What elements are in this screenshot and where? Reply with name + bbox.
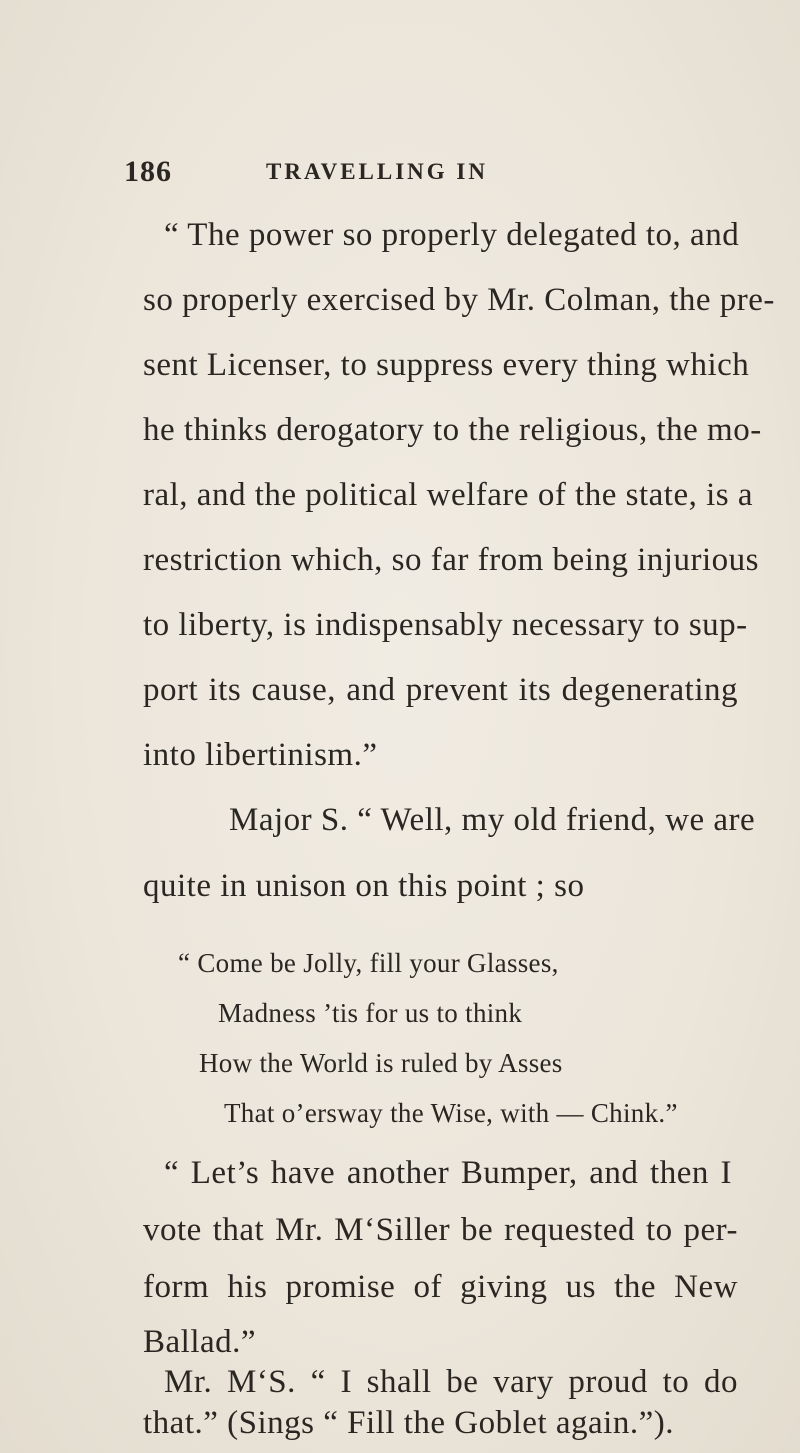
- page-number: 186: [124, 155, 172, 188]
- text-line: that.” (Sings “ Fill the Goblet again.”).: [143, 1405, 674, 1441]
- text-line: “ Let’s have another Bumper, and then I: [164, 1155, 732, 1191]
- text-line: quite in unison on this point ; so: [143, 868, 585, 904]
- text-line: to liberty, is indispensably necessary to sup-: [143, 607, 748, 643]
- text-line: vote that Mr. M‘Siller be requested to per-: [143, 1212, 738, 1248]
- text-line: “ The power so properly delegated to, and: [164, 217, 740, 253]
- text-line: so properly exercised by Mr. Colman, the pre-: [143, 282, 775, 318]
- verse-line: “ Come be Jolly, fill your Glasses,: [178, 948, 559, 978]
- text-line: Mr. M‘S. “ I shall be vary proud to do: [164, 1364, 738, 1400]
- text-line: he thinks derogatory to the religious, the mo-: [143, 412, 762, 448]
- text-line: form his promise of giving us the New: [143, 1269, 738, 1305]
- text-line: Ballad.”: [143, 1324, 257, 1360]
- text-line: ral, and the political welfare of the state, is a: [143, 477, 754, 513]
- running-head: TRAVELLING IN: [266, 159, 488, 184]
- page-header: [124, 155, 684, 195]
- text-line: Major S. “ Well, my old friend, we are: [229, 802, 756, 838]
- verse-line: Madness ’tis for us to think: [218, 998, 523, 1028]
- verse-line: How the World is ruled by Asses: [199, 1048, 563, 1078]
- text-line: into libertinism.”: [143, 737, 378, 773]
- text-line: sent Licenser, to suppress every thing which: [143, 347, 750, 383]
- text-line: port its cause, and prevent its degenerating: [143, 672, 738, 708]
- text-line: restriction which, so far from being injurious: [143, 542, 759, 578]
- verse-line: That o’ersway the Wise, with — Chink.”: [224, 1098, 678, 1128]
